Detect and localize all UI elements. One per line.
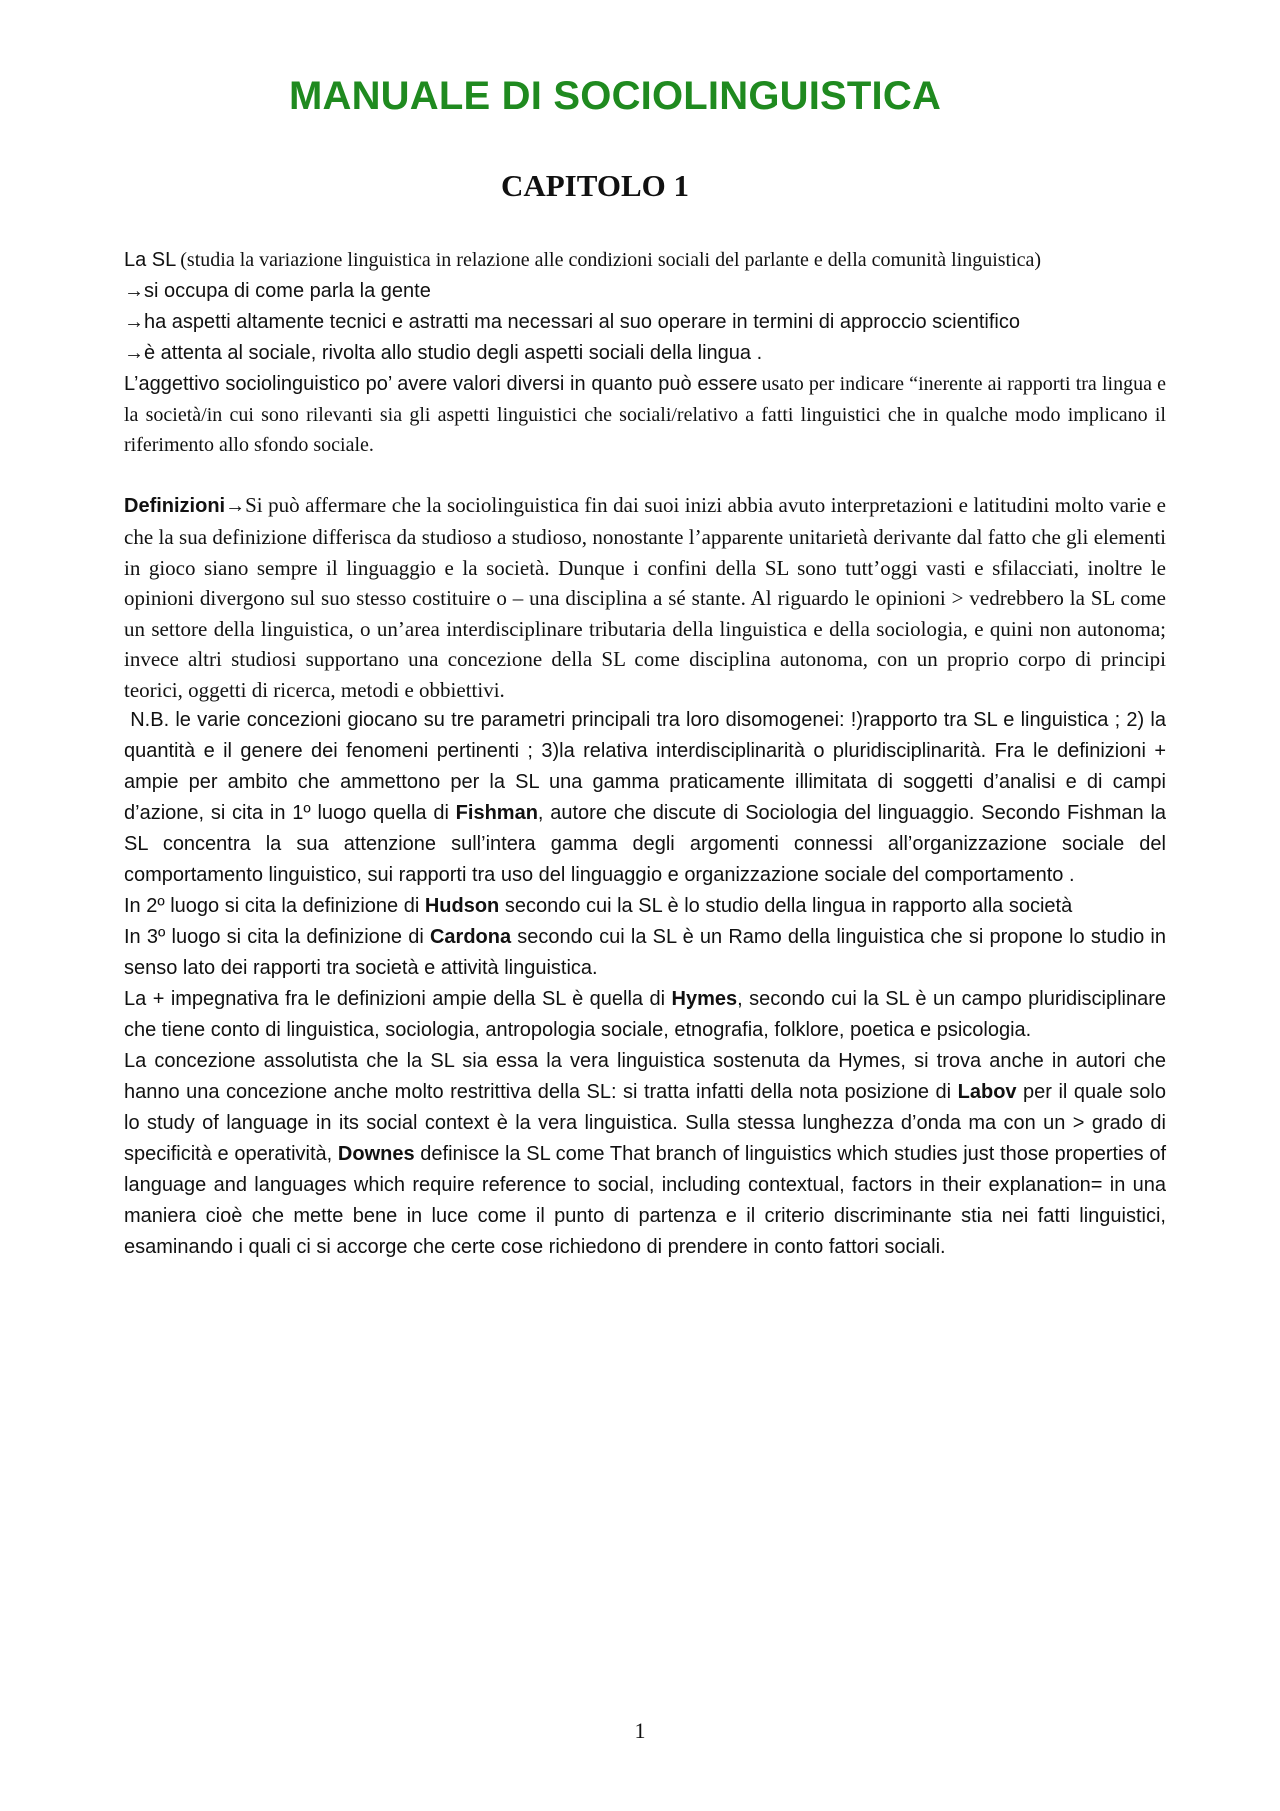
page-number: 1 (634, 1718, 646, 1743)
document-title: MANUALE DI SOCIOLINGUISTICA (288, 74, 942, 118)
intro-bullet: →si occupa di come parla la gente (124, 280, 431, 302)
hymes-paragraph (124, 984, 1166, 1046)
cardona-text: In 3º luogo si cita la definizione di (124, 926, 430, 948)
cardona-text-after: secondo cui la SL è un Ramo della linguistica che si propone lo studio in senso lato dei rapporti tra società e attività linguistica. (124, 926, 1166, 979)
document-body (124, 245, 1166, 1263)
aggettivo-paragraph (124, 369, 1166, 460)
intro-bullet: →ha aspetti altamente tecnici e astratti ma necessari al suo operare in termini di approccio scientifico (124, 311, 1020, 333)
nb-paragraph (124, 705, 1166, 891)
author-labov: Labov (957, 1081, 1017, 1103)
author-hudson: Hudson (424, 895, 500, 917)
definizioni-label: Definizioni (124, 495, 226, 517)
hudson-paragraph (124, 891, 1166, 922)
labov-text: La concezione assolutista che la SL sia essa la vera linguistica sostenuta da Hymes, si trova anche in autori che hanno una concezione anche molto restrittiva della SL: si tratta infatti della nota posizione di (124, 1050, 1166, 1103)
intro-definition: (studia la variazione linguistica in relazione alle condizioni sociali del parlante e della comunità linguistica) (180, 249, 1042, 271)
downes-text-after: definisce la SL come That branch of linguistics which studies just those properties of language and languages which require reference to social, including contextual, factors in their explanation= in una maniera cioè che mette bene in luce come il punto di partenza e il criterio discriminante stia nei fatti linguistici, esaminando i quali ci si accorge che certe cose richiedono di prendere in conto fattori sociali. (124, 1143, 1167, 1258)
hymes-text-after: , secondo cui la SL è un campo pluridisciplinare che tiene conto di linguistica, sociologia, antropologia sociale, etnografia, folklore, poetica e psicologia. (124, 988, 1166, 1041)
hudson-text-after: secondo cui la SL è lo studio della lingua in rapporto alla società (499, 895, 1073, 917)
labov-downes-text: per il quale solo lo study of language in its social context è la vera linguistica. Sulla stessa lunghezza d’onda ma con un > grado di specificità e operatività, (124, 1081, 1166, 1165)
definizioni-text: Si può affermare che la sociolinguistica fin dai suoi inizi abbia avuto interpretazioni e latitudini molto varie e che la sua definizione differisca da studioso a studioso, nonostante l’apparente unitarietà derivante dal fatto che gli elementi in gioco siano sempre il linguaggio e la società. Dunque i confini della SL sono tutt’oggi vasti e sfilacciati, inoltre le opinioni divergono sul suo stesso costituire o – una disciplina a sé stante. Al riguardo le opinioni > vedrebbero la SL come un settore della linguistica, o un’area interdisciplinare tributaria della linguistica e della sociologia, e quini non autonoma; invece altri studiosi supportano una concezione della SL come disciplina autonoma, con un proprio corpo di principi teorici, oggetti di ricerca, metodi e obbiettivi. (124, 493, 1166, 702)
author-fishman: Fishman (455, 802, 538, 824)
nb-text: N.B. le varie concezioni giocano su tre parametri principali tra loro disomogenei: !)rapporto tra SL e linguistica ; 2) la quantità e il genere dei fenomeni pertinenti ; 3)la relativa interdisciplinarità o pluridisciplinarità. Fra le definizioni + ampie per ambito che ammettono per la SL una gamma praticamente illimitata di soggetti d’analisi e di campi d’azione, si cita in 1º luogo quella di (124, 709, 1166, 824)
arrow-icon: → (225, 495, 246, 517)
nb-text-after: , autore che discute di Sociologia del linguaggio. Secondo Fishman la SL concentra la sua attenzione sull’intera gamma degli argomenti connessi all’organizzazione sociale del comportamento linguistico, sui rapporti tra uso del linguaggio e organizzazione sociale del comportamento . (124, 802, 1167, 886)
labov-downes-paragraph (124, 1046, 1166, 1263)
cardona-paragraph (124, 922, 1166, 984)
chapter-heading: CAPITOLO 1 (500, 168, 690, 203)
author-cardona: Cardona (429, 926, 512, 948)
intro-paragraph (124, 245, 1166, 276)
definizioni-paragraph (124, 490, 1166, 705)
hudson-text: In 2º luogo si cita la definizione di (124, 895, 425, 917)
intro-bullet: →è attenta al sociale, rivolta allo studio degli aspetti sociali della lingua . (124, 342, 763, 364)
author-downes: Downes (337, 1143, 415, 1165)
aggettivo-lead: L’aggettivo sociolinguistico po’ avere valori diversi in quanto può essere (124, 373, 758, 395)
hymes-text: La + impegnativa fra le definizioni ampie della SL è quella di (124, 988, 672, 1010)
intro-lead: La SL (124, 249, 177, 271)
aggettivo-rest: usato per indicare “inerente ai rapporti tra lingua e la società/in cui sono rilevanti sia gli aspetti linguistici che sociali/relativo a fatti linguistici che in qualche modo implicano il riferimento allo sfondo sociale. (124, 373, 1167, 456)
paragraph-gap (124, 460, 1166, 490)
author-hymes: Hymes (671, 988, 738, 1010)
